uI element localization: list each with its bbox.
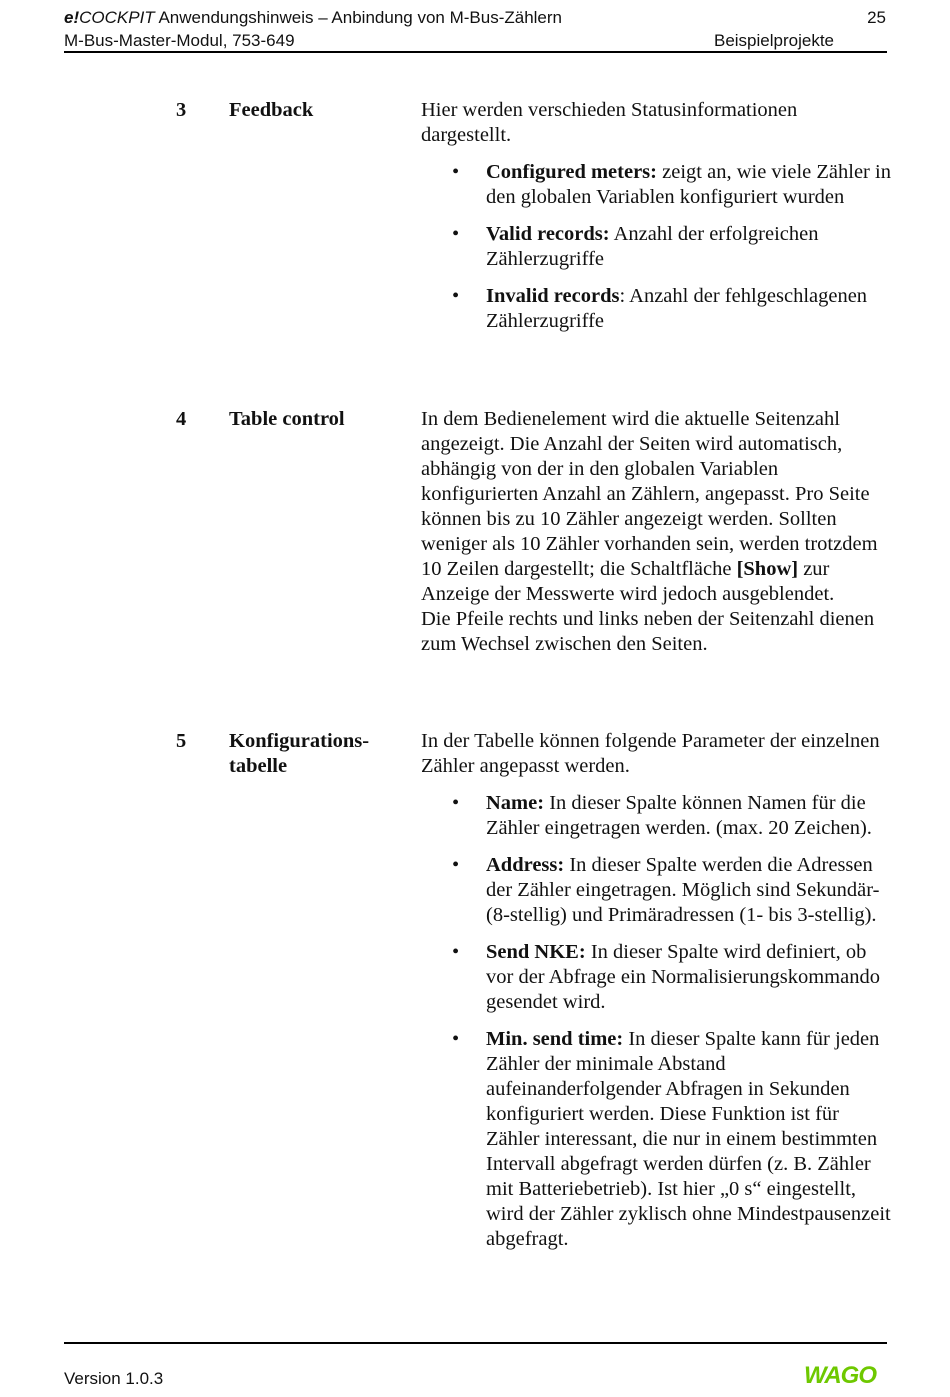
list-item [421, 160, 891, 210]
section-title: Beispielprojekte [713, 31, 834, 50]
list-item [421, 853, 891, 928]
svg-text:WAGO: WAGO [804, 1362, 876, 1386]
bullet-list [421, 160, 891, 334]
item-intro: In der Tabelle können folgende Parameter der einzelnen Zähler angepasst werden. [421, 730, 880, 777]
bullet-text: In dieser Spalte werden die Adressen der Zähler eingetragen. Möglich sind Sekundär- (8-stellig) und Primäradressen (1- bis 3-stellig). [486, 854, 880, 926]
item-description [421, 98, 891, 334]
item-description [421, 729, 891, 1252]
bullet-list [421, 791, 891, 1252]
footer-divider [64, 1342, 887, 1344]
header-divider [64, 51, 887, 53]
item-number: 3 [176, 99, 187, 121]
bullet-icon: • [452, 854, 460, 876]
page-header [64, 6, 886, 52]
bullet-text: In dieser Spalte wird definiert, ob vor der Abfrage ein Normalisierungskommando gesendet wird. [486, 941, 880, 1013]
bullet-icon: • [452, 941, 460, 963]
bullet-term: Send NKE: [486, 941, 586, 963]
item-number: 5 [176, 730, 187, 752]
item-number: 4 [176, 408, 187, 430]
bullet-icon: • [452, 161, 460, 183]
bullet-term: Min. send time: [486, 1028, 624, 1050]
bullet-text: : Anzahl der fehlgeschlagenen Zählerzugriffe [486, 285, 868, 332]
item-label: Feedback [229, 99, 314, 121]
bullet-term: Valid records: [486, 223, 610, 245]
bullet-icon: • [452, 223, 460, 245]
bullet-term: Invalid records [486, 285, 620, 307]
bullet-icon: • [452, 1028, 460, 1050]
brand-name: e!COCKPIT [64, 8, 155, 27]
version-label: Version 1.0.3 [64, 1369, 164, 1388]
document-subtitle: M-Bus-Master-Modul, 753-649 [64, 31, 295, 50]
bullet-text: zeigt an, wie viele Zähler in den globalen Variablen konfiguriert wurden [486, 161, 891, 208]
item-intro: Hier werden verschieden Statusinformationen dargestellt. [421, 99, 798, 146]
item-description [421, 407, 891, 657]
bullet-term: Address: [486, 854, 565, 876]
bullet-term: Name: [486, 792, 545, 814]
list-item [421, 940, 891, 1015]
list-item [421, 1027, 891, 1252]
list-item [421, 791, 891, 841]
bullet-text: In dieser Spalte kann für jeden Zähler der minimale Abstand aufeinanderfolgender Abfragen in Sekunden konfiguriert werden. Diese Funktion ist für Zähler interessant, die nur in einem bestimmten Intervall abgefragt werden dürfen (z. B. Zähler mit Batteriebetrieb). Ist hier „0 s“ eingestellt, wird der Zähler zyklisch ohne Mindestpausenzeit abgefragt. [486, 1028, 891, 1250]
bullet-icon: • [452, 285, 460, 307]
show-button-reference: [Show] [736, 558, 799, 580]
list-item [421, 222, 891, 272]
bullet-term: Configured meters: [486, 161, 657, 183]
bullet-text: Anzahl der erfolgreichen Zählerzugriffe [486, 223, 819, 270]
item-label: Table control [229, 408, 345, 430]
list-item [421, 284, 891, 334]
bullet-icon: • [452, 792, 460, 814]
page-number: 25 [867, 8, 886, 27]
item-label: Konfigurations-tabelle [229, 730, 370, 777]
document-title: e!COCKPIT Anwendungshinweis – Anbindung von M-Bus-Zählern [64, 8, 562, 27]
item-paragraph: Die Pfeile rechts und links neben der Seitenzahl dienen zum Wechsel zwischen den Seiten. [421, 608, 875, 655]
wago-logo [798, 1362, 882, 1386]
item-paragraph: In dem Bedienelement wird die aktuelle Seitenzahl angezeigt. Die Anzahl der Seiten wird automatisch, abhängig von der in den globalen Variablen konfigurierten Anzahl an Zählern, angepasst. Pro Seite können bis zu 10 Zähler angezeigt werden. Sollten weniger als 10 Zähler vorhanden sein, werden trotzdem 10 Zeilen dargestellt; die Schaltfläche [Show] zur Anzeige der Messwerte wird jedoch ausgeblendet. [421, 408, 878, 605]
bullet-text: In dieser Spalte können Namen für die Zähler eingetragen werden. (max. 20 Zeichen). [486, 792, 872, 839]
